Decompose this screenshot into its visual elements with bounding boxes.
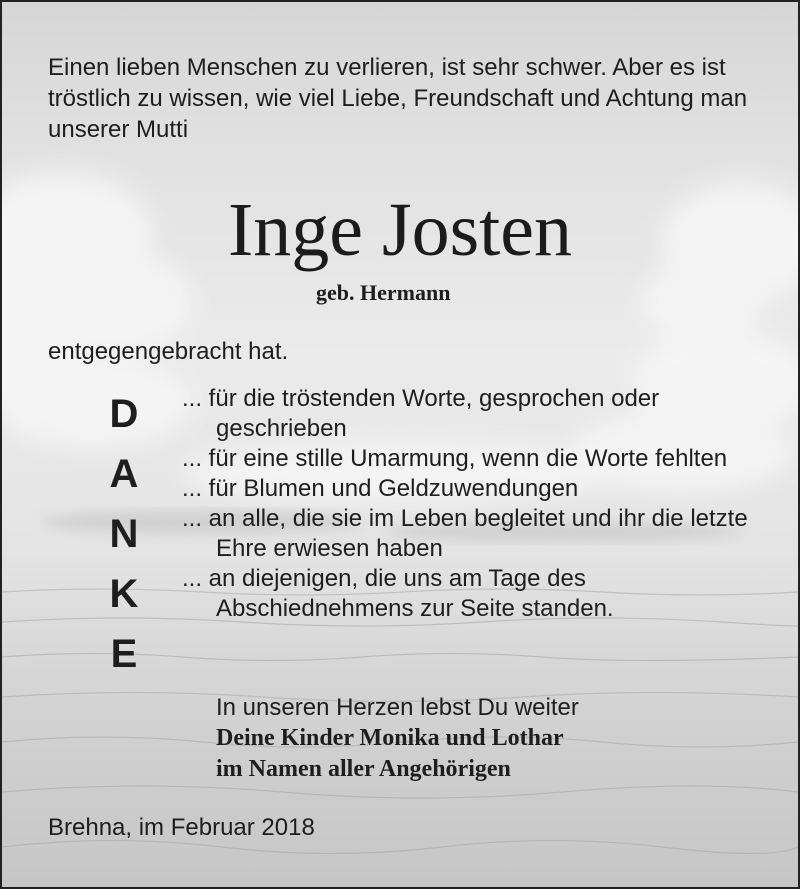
- after-text: entgegengebracht hat.: [48, 338, 289, 365]
- thanks-item: ... an diejenigen, die uns am Tage des Abschiednehmens zur Seite standen.: [182, 565, 614, 622]
- thanks-item: ... an alle, die sie im Leben begleitet und ihr die letzte Ehre erwiesen haben: [182, 505, 748, 562]
- thanks-item: ... für die tröstenden Worte, gesprochen oder geschrieben: [182, 385, 660, 442]
- deceased-name: Inge Josten: [227, 188, 573, 272]
- intro-text: Einen lieben Menschen zu verlieren, ist sehr schwer. Aber es ist tröstlich zu wissen, wie viel Liebe, Freundschaft und Achtung man unserer Mutti: [48, 54, 748, 143]
- danke-letter: N: [109, 512, 139, 556]
- thanks-list: [182, 384, 762, 624]
- thanks-item: ... für eine stille Umarmung, wenn die Worte fehlten: [182, 445, 728, 472]
- place-date: Brehna, im Februar 2018: [48, 814, 315, 841]
- thanks-item: ... für Blumen und Geldzuwendungen: [182, 475, 579, 502]
- danke-letter: E: [110, 632, 138, 676]
- closing-line: In unseren Herzen lebst Du weiter: [216, 694, 579, 721]
- danke-letter: D: [109, 392, 139, 436]
- signature-line-1: Deine Kinder Monika und Lothar: [216, 725, 564, 751]
- danke-letter: K: [109, 572, 139, 616]
- birth-name: geb. Hermann: [316, 280, 451, 305]
- danke-column: [104, 384, 144, 684]
- closing-block: [216, 692, 579, 785]
- signature-line-2: im Namen aller Angehörigen: [216, 756, 511, 782]
- danke-letter: A: [109, 452, 139, 496]
